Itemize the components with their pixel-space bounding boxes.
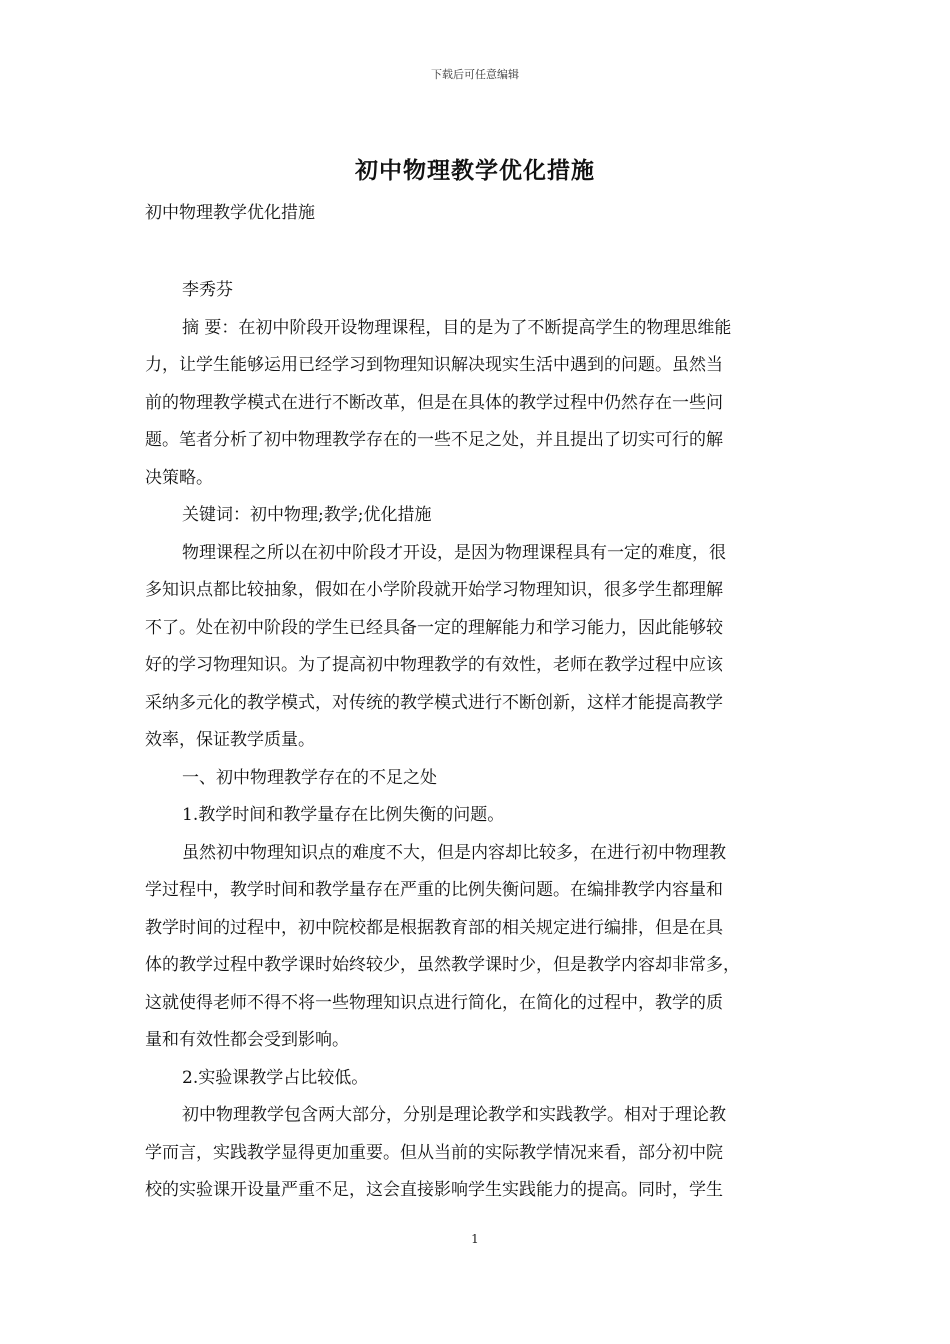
point2-line: 学而言，实践教学显得更加重要。但从当前的实际教学情况来看，部分初中院 — [145, 1142, 723, 1163]
abstract-line: 题。笔者分析了初中物理教学存在的一些不足之处，并且提出了切实可行的解 — [145, 430, 723, 450]
point1-line: 体的教学过程中教学课时始终较少，虽然教学课时少，但是教学内容却非常多， — [145, 955, 740, 975]
intro-line: 效率，保证教学质量。 — [145, 730, 315, 750]
point1-line: 教学时间的过程中，初中院校都是根据教育部的相关规定进行编排，但是在具 — [145, 917, 723, 938]
intro-line: 采纳多元化的教学模式，对传统的教学模式进行不断创新，这样才能提高教学 — [145, 692, 723, 713]
point-heading: 2.实验课教学占比较低。 — [182, 1067, 369, 1088]
intro-line: 多知识点都比较抽象，假如在小学阶段就开始学习物理知识，很多学生都理解 — [145, 580, 723, 600]
point2-paragraph — [145, 1097, 820, 1210]
intro-line: 物理课程之所以在初中阶段才开设，是因为物理课程具有一定的难度，很 — [182, 542, 726, 563]
keywords: 关键词：初中物理;教学;优化措施 — [182, 505, 432, 525]
subtitle: 初中物理教学优化措施 — [145, 203, 315, 223]
point2-line: 初中物理教学包含两大部分，分别是理论教学和实践教学。相对于理论教 — [182, 1105, 726, 1125]
intro-line: 好的学习物理知识。为了提高初中物理教学的有效性，老师在教学过程中应该 — [145, 655, 723, 675]
blank-line — [145, 232, 820, 272]
point1-line: 学过程中，教学时间和教学量存在严重的比例失衡问题。在编排教学内容量和 — [145, 880, 723, 900]
document-title: 初中物理教学优化措施 — [355, 157, 595, 184]
abstract-line: 前的物理教学模式在进行不断改革，但是在具体的教学过程中仍然存在一些问 — [145, 392, 723, 413]
section-heading: 一、初中物理教学存在的不足之处 — [182, 767, 437, 788]
point1-line: 虽然初中物理知识点的难度不大，但是内容却比较多，在进行初中物理教 — [182, 842, 726, 863]
abstract-line: 决策略。 — [145, 467, 213, 488]
author: 李秀芬 — [182, 280, 233, 300]
intro-line: 不了。处在初中阶段的学生已经具备一定的理解能力和学习能力，因此能够较 — [145, 617, 723, 638]
point1-line: 量和有效性都会受到影响。 — [145, 1030, 349, 1050]
header-note: 下载后可任意编辑 — [431, 68, 519, 81]
point-heading: 1.教学时间和教学量存在比例失衡的问题。 — [182, 805, 505, 825]
point1-paragraph — [145, 835, 820, 1060]
intro-paragraph — [145, 535, 820, 760]
abstract-line: 摘 要：在初中阶段开设物理课程，目的是为了不断提高学生的物理思维能 — [182, 317, 732, 338]
document-body — [145, 195, 820, 1210]
abstract-paragraph — [145, 310, 820, 498]
point1-line: 这就使得老师不得不将一些物理知识点进行简化，在简化的过程中，教学的质 — [145, 992, 723, 1013]
page-number: 1 — [471, 1232, 479, 1246]
abstract-line: 力，让学生能够运用已经学习到物理知识解决现实生活中遇到的问题。虽然当 — [145, 355, 723, 375]
point2-line: 校的实验课开设量严重不足，这会直接影响学生实践能力的提高。同时，学生 — [145, 1180, 723, 1200]
